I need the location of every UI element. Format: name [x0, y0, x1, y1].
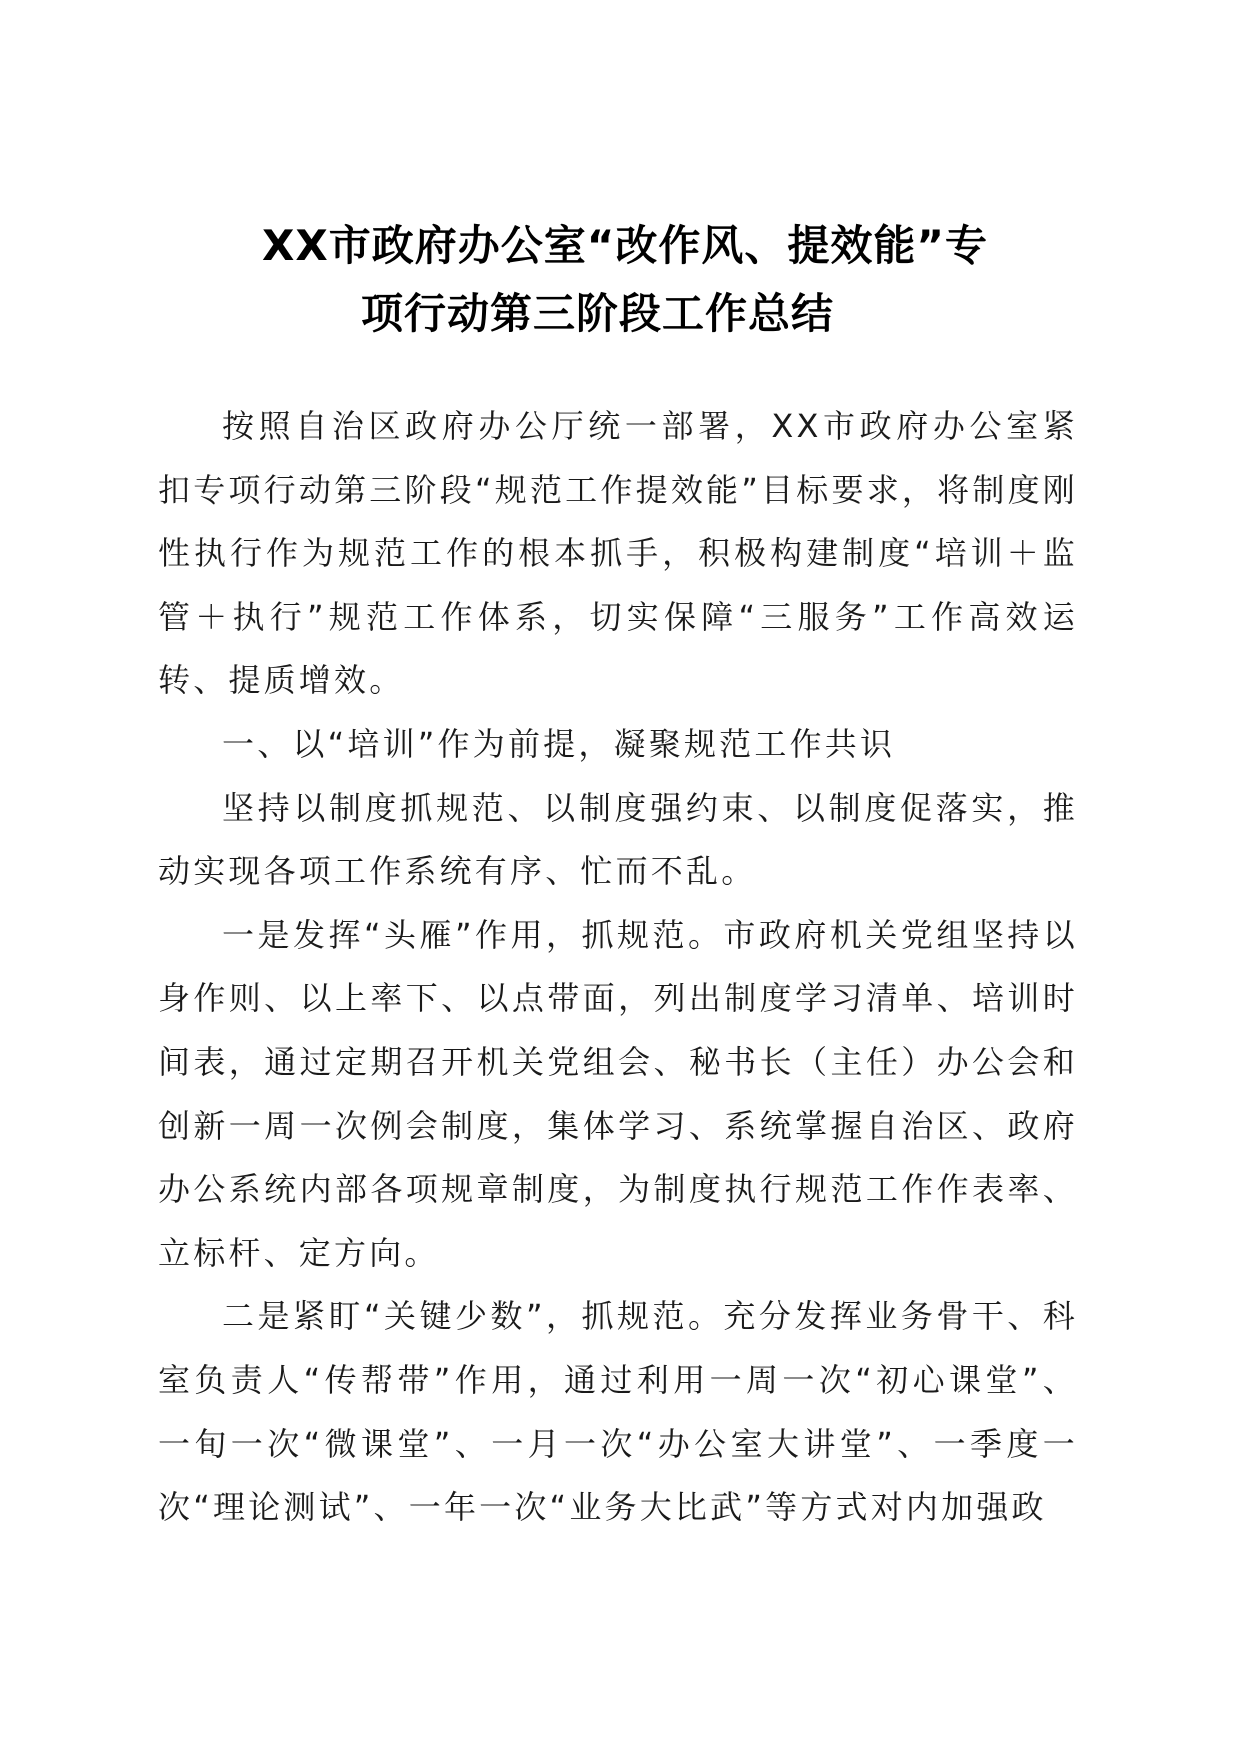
document-title — [262, 212, 1082, 348]
paragraph-section-1: 坚持以制度抓规范、以制度强约束、以制度促落实，推动实现各项工作系统有序、忙而不乱。 — [158, 788, 1078, 891]
document-body — [158, 395, 1078, 1540]
title-line-2: 项行动第三阶段工作总结 — [361, 289, 835, 338]
paragraph-point-1: 一是发挥“头雁”作用，抓规范。市政府机关党组坚持以身作则、以上率下、以点带面，列出制度学习清单、培训时间表，通过定期召开机关党组会、秘书长（主任）办公会和创新一周一次例会制度，集体学习、系统掌握自治区、政府办公系统内部各项规章制度，为制度执行规范工作作表率、立标杆、定方向。 — [158, 915, 1078, 1272]
title-line-1: XX市政府办公室“改作风、提效能”专 — [262, 221, 988, 270]
section-heading-1: 一、以“培训”作为前提，凝聚规范工作共识 — [222, 724, 896, 763]
paragraph-point-2: 二是紧盯“关键少数”，抓规范。充分发挥业务骨干、科室负责人“传帮带”作用，通过利用一周一次“初心课堂”、一旬一次“微课堂”、一月一次“办公室大讲堂”、一季度一次“理论测试”、一年一次“业务大比武”等方式对内加强政 — [158, 1297, 1078, 1527]
paragraph-intro: 按照自治区政府办公厅统一部署，XX市政府办公室紧扣专项行动第三阶段“规范工作提效能”目标要求，将制度刚性执行作为规范工作的根本抓手，积极构建制度“培训＋监管＋执行”规范工作体系，切实保障“三服务”工作高效运转、提质增效。 — [158, 407, 1078, 700]
